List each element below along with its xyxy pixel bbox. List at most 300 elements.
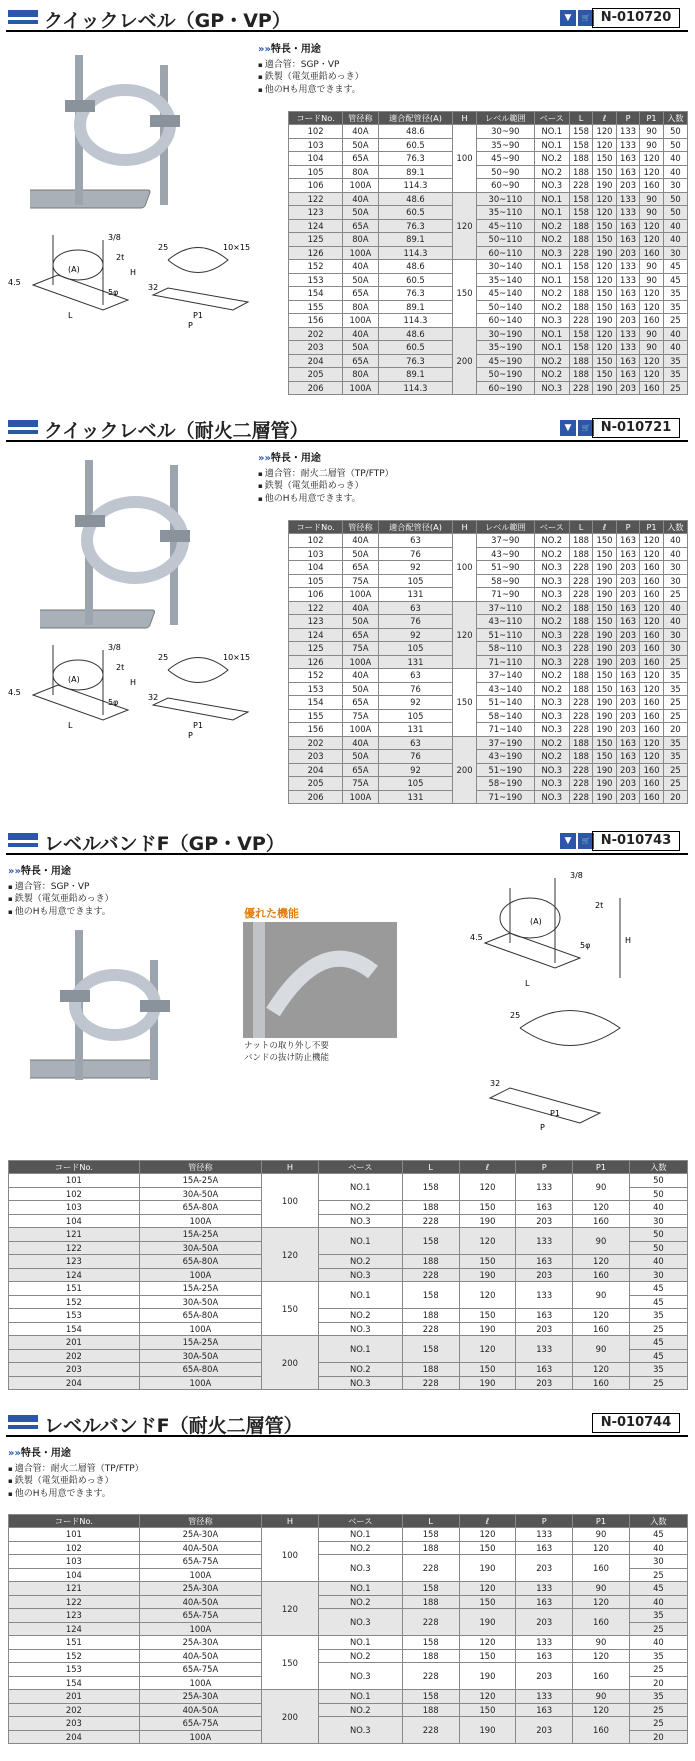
table-cell: NO.1 <box>534 260 569 274</box>
table-cell: 228 <box>569 655 593 669</box>
table-cell: 43~140 <box>476 682 534 696</box>
table-cell: 45 <box>629 1295 687 1309</box>
table-cell: 30 <box>629 1555 687 1569</box>
table-cell: 63 <box>378 534 453 548</box>
table-cell: 190 <box>593 777 617 791</box>
column-header: 入数 <box>629 1161 687 1174</box>
table-cell: 100A <box>343 588 378 602</box>
table-row <box>289 682 688 696</box>
table-cell: 90 <box>640 341 664 355</box>
table-cell: 228 <box>569 588 593 602</box>
table-cell: 120 <box>640 547 664 561</box>
table-cell: 158 <box>569 125 593 139</box>
dim-label: (A) <box>68 265 80 274</box>
dimension-drawing <box>8 640 258 760</box>
table-cell: 40 <box>663 219 687 233</box>
table-cell: 120 <box>640 233 664 247</box>
table-cell: 188 <box>569 682 593 696</box>
table-cell: 65A-75A <box>139 1663 261 1677</box>
table-cell: 104 <box>9 1568 140 1582</box>
table-cell: 90 <box>640 327 664 341</box>
table-cell: 133 <box>516 1690 573 1704</box>
table-cell: 114.3 <box>378 314 453 328</box>
table-cell: 158 <box>402 1174 459 1201</box>
table-cell: 25 <box>629 1376 687 1390</box>
table-row <box>9 1363 688 1377</box>
table-cell: 120 <box>459 1174 516 1201</box>
table-row <box>9 1201 688 1215</box>
cart-icon[interactable]: 🛒 <box>578 833 594 849</box>
table-cell: 155 <box>289 300 343 314</box>
table-cell: 100A <box>139 1730 261 1744</box>
table-cell: 60~110 <box>476 246 534 260</box>
table-cell: 100A <box>139 1676 261 1690</box>
column-header: P1 <box>640 112 664 125</box>
table-cell: 150 <box>593 287 617 301</box>
column-header: P1 <box>573 1161 630 1174</box>
column-header: 適合配管径(A) <box>378 112 453 125</box>
table-cell: 71~90 <box>476 588 534 602</box>
table-cell: 35 <box>629 1363 687 1377</box>
table-cell: 163 <box>616 354 640 368</box>
table-cell: 63 <box>378 736 453 750</box>
table-cell: 100A <box>343 179 378 193</box>
table-cell: NO.2 <box>318 1541 402 1555</box>
table-cell: 203 <box>516 1322 573 1336</box>
function-photo <box>243 922 397 1038</box>
table-cell: NO.1 <box>534 273 569 287</box>
dim-label: L <box>525 979 530 988</box>
table-cell: 158 <box>402 1282 459 1309</box>
table-cell: 158 <box>569 138 593 152</box>
title-bar-decoration <box>8 1415 38 1422</box>
table-cell: 120 <box>573 1363 630 1377</box>
table-cell: 104 <box>9 1214 140 1228</box>
table-row <box>289 165 688 179</box>
table-cell: 123 <box>289 206 343 220</box>
column-header: 入数 <box>629 1515 687 1528</box>
table-cell: 105 <box>378 777 453 791</box>
table-row <box>9 1214 688 1228</box>
table-cell: 120 <box>459 1582 516 1596</box>
table-cell: 103 <box>289 547 343 561</box>
table-cell: 65A <box>343 287 378 301</box>
table-cell: 160 <box>640 381 664 395</box>
dim-label: 32 <box>148 283 159 292</box>
table-cell: NO.3 <box>534 381 569 395</box>
table-cell: 133 <box>516 1174 573 1201</box>
column-header: ℓ <box>593 521 617 534</box>
table-cell: 120 <box>640 534 664 548</box>
table-cell: 120 <box>573 1649 630 1663</box>
table-cell: 190 <box>593 642 617 656</box>
table-cell: 25 <box>663 709 687 723</box>
table-cell: 40 <box>629 1595 687 1609</box>
table-cell: 65A-75A <box>139 1609 261 1623</box>
table-cell: 160 <box>640 588 664 602</box>
dim-label: 32 <box>490 1079 501 1088</box>
table-row <box>289 354 688 368</box>
table-cell: 203 <box>616 588 640 602</box>
table-row <box>289 615 688 629</box>
spec-table-1 <box>288 111 688 395</box>
table-cell: 48.6 <box>378 125 453 139</box>
table-cell: 40A-50A <box>139 1595 261 1609</box>
table-cell: 190 <box>459 1322 516 1336</box>
table-cell: 155 <box>289 709 343 723</box>
table-cell: NO.1 <box>318 1690 402 1704</box>
table-cell: 150 <box>593 165 617 179</box>
table-cell: 15A-25A <box>139 1336 261 1350</box>
table-cell: 228 <box>569 246 593 260</box>
feature-heading: »»特長・用途 <box>258 44 321 55</box>
table-cell: 30 <box>663 179 687 193</box>
dim-label: 25 <box>510 1011 521 1020</box>
table-row <box>9 1663 688 1677</box>
table-cell: 163 <box>616 615 640 629</box>
table-cell: NO.2 <box>534 601 569 615</box>
table-cell: 133 <box>516 1582 573 1596</box>
table-cell: 154 <box>9 1676 140 1690</box>
table-cell: 48.6 <box>378 260 453 274</box>
table-cell: 120 <box>459 1282 516 1309</box>
table-cell: 202 <box>289 327 343 341</box>
table-cell: 43~110 <box>476 615 534 629</box>
table-cell: 100 <box>453 125 477 193</box>
table-cell: 105 <box>378 642 453 656</box>
title-bar-decoration <box>8 430 38 434</box>
dim-label: P <box>540 1123 545 1132</box>
table-cell: NO.2 <box>318 1703 402 1717</box>
table-cell: 120 <box>459 1528 516 1542</box>
table-cell: NO.3 <box>534 642 569 656</box>
table-cell: 40 <box>663 341 687 355</box>
table-cell: 120 <box>640 354 664 368</box>
feature-heading: »»特長・用途 <box>8 1448 71 1459</box>
table-cell: NO.3 <box>534 561 569 575</box>
table-cell: 150 <box>453 260 477 328</box>
table-cell: 30A-50A <box>139 1241 261 1255</box>
table-row <box>9 1309 688 1323</box>
table-row <box>9 1174 688 1188</box>
table-cell: 65A-75A <box>139 1717 261 1731</box>
table-cell: NO.2 <box>534 547 569 561</box>
table-cell: 71~140 <box>476 723 534 737</box>
table-cell: 133 <box>616 341 640 355</box>
table-cell: 30 <box>663 246 687 260</box>
table-row <box>9 1595 688 1609</box>
dimension-drawing <box>470 868 690 1138</box>
table-cell: 188 <box>569 736 593 750</box>
table-row <box>289 588 688 602</box>
table-cell: 153 <box>9 1663 140 1677</box>
table-cell: 228 <box>569 628 593 642</box>
table-cell: 120 <box>640 750 664 764</box>
table-cell: 200 <box>453 736 477 804</box>
table-cell: 150 <box>593 233 617 247</box>
table-cell: 105 <box>289 165 343 179</box>
table-cell: 35~140 <box>476 273 534 287</box>
table-cell: 150 <box>593 534 617 548</box>
table-cell: 90 <box>640 138 664 152</box>
table-cell: 120 <box>573 1541 630 1555</box>
column-header: L <box>569 521 593 534</box>
table-cell: 100A <box>139 1568 261 1582</box>
table-cell: 203 <box>616 179 640 193</box>
table-cell: 131 <box>378 655 453 669</box>
table-cell: 190 <box>459 1268 516 1282</box>
table-cell: 228 <box>402 1322 459 1336</box>
section-title: レベルバンドF（GP・VP） <box>44 833 285 855</box>
table-cell: 153 <box>9 1309 140 1323</box>
table-cell: 40 <box>629 1541 687 1555</box>
table-cell: 151 <box>9 1282 140 1296</box>
table-cell: 188 <box>402 1541 459 1555</box>
table-cell: 190 <box>593 179 617 193</box>
table-cell: 203 <box>616 777 640 791</box>
table-row <box>289 246 688 260</box>
table-cell: 190 <box>459 1376 516 1390</box>
table-cell: 160 <box>640 655 664 669</box>
table-cell: 120 <box>593 206 617 220</box>
table-cell: 30A-50A <box>139 1187 261 1201</box>
table-cell: 60.5 <box>378 273 453 287</box>
table-cell: 37~140 <box>476 669 534 683</box>
feature-item: ▪ 他のHも用意できます。 <box>258 84 364 97</box>
table-cell: 120 <box>573 1309 630 1323</box>
table-cell: 30 <box>663 628 687 642</box>
table-cell: 190 <box>459 1717 516 1744</box>
table-cell: 15A-25A <box>139 1228 261 1242</box>
table-cell: 45~190 <box>476 354 534 368</box>
table-cell: 204 <box>9 1376 140 1390</box>
table-cell: 160 <box>640 246 664 260</box>
table-cell: NO.2 <box>318 1201 402 1215</box>
table-row <box>9 1555 688 1569</box>
feature-item: ▪ 適合管：耐火二層管（TP/FTP） <box>258 468 394 481</box>
table-cell: 89.1 <box>378 165 453 179</box>
function-note: ナットの取り外し不要 <box>244 1041 329 1051</box>
table-cell: 190 <box>593 709 617 723</box>
table-cell: 120 <box>640 300 664 314</box>
column-header: ベース <box>534 521 569 534</box>
table-row <box>9 1322 688 1336</box>
table-cell: 90 <box>640 192 664 206</box>
column-header: ベース <box>318 1515 402 1528</box>
table-cell: 65A-75A <box>139 1555 261 1569</box>
table-cell: 163 <box>516 1649 573 1663</box>
table-cell: 65A <box>343 561 378 575</box>
table-cell: 188 <box>402 1649 459 1663</box>
table-cell: 150 <box>459 1309 516 1323</box>
table-cell: 120 <box>593 273 617 287</box>
dim-label: 10×15 <box>223 653 251 662</box>
table-header-row <box>289 521 688 534</box>
column-header: P <box>616 112 640 125</box>
table-cell: 40 <box>663 165 687 179</box>
dim-label: L <box>68 721 73 730</box>
column-header: L <box>402 1161 459 1174</box>
table-cell: 90 <box>573 1228 630 1255</box>
table-cell: NO.3 <box>534 179 569 193</box>
table-cell: 158 <box>402 1636 459 1650</box>
table-cell: 51~90 <box>476 561 534 575</box>
table-cell: 101 <box>9 1528 140 1542</box>
table-cell: 120 <box>573 1595 630 1609</box>
table-row <box>9 1690 688 1704</box>
table-cell: 203 <box>616 561 640 575</box>
table-cell: 163 <box>616 165 640 179</box>
table-cell: 190 <box>593 314 617 328</box>
table-cell: 35 <box>663 300 687 314</box>
table-cell: 45~140 <box>476 287 534 301</box>
table-cell: NO.3 <box>318 1376 402 1390</box>
table-cell: NO.3 <box>534 588 569 602</box>
table-cell: 40 <box>663 615 687 629</box>
table-cell: 190 <box>593 696 617 710</box>
cart-icon[interactable]: 🛒 <box>578 420 594 436</box>
table-cell: 40A-50A <box>139 1541 261 1555</box>
table-cell: NO.3 <box>318 1717 402 1744</box>
column-header: P <box>616 521 640 534</box>
title-bar-decoration <box>8 20 38 24</box>
table-cell: 35~110 <box>476 206 534 220</box>
table-cell: 25 <box>629 1568 687 1582</box>
table-cell: 25 <box>663 314 687 328</box>
table-cell: 190 <box>593 763 617 777</box>
dim-label: 5φ <box>108 698 119 707</box>
column-header: P1 <box>640 521 664 534</box>
table-cell: 50A <box>343 750 378 764</box>
table-cell: 228 <box>569 561 593 575</box>
table-cell: 50 <box>629 1228 687 1242</box>
table-cell: 102 <box>289 534 343 548</box>
download-icon[interactable]: ▼ <box>560 420 576 436</box>
table-cell: 160 <box>640 314 664 328</box>
column-header: ℓ <box>593 112 617 125</box>
table-cell: 188 <box>569 368 593 382</box>
download-icon[interactable]: ▼ <box>560 833 576 849</box>
download-icon[interactable]: ▼ <box>560 10 576 26</box>
dim-label: H <box>130 678 137 687</box>
table-cell: 121 <box>9 1228 140 1242</box>
table-cell: 58~90 <box>476 574 534 588</box>
table-cell: 188 <box>569 601 593 615</box>
table-cell: 75A <box>343 777 378 791</box>
table-cell: 204 <box>289 763 343 777</box>
table-cell: NO.1 <box>318 1228 402 1255</box>
table-header-row <box>289 112 688 125</box>
table-cell: NO.3 <box>534 763 569 777</box>
table-cell: 45 <box>629 1282 687 1296</box>
table-cell: 163 <box>516 1201 573 1215</box>
table-row <box>9 1255 688 1269</box>
section-header <box>6 8 688 32</box>
table-cell: 50A <box>343 682 378 696</box>
table-cell: 203 <box>516 1555 573 1582</box>
table-cell: 120 <box>459 1690 516 1704</box>
feature-list <box>258 453 394 505</box>
table-cell: 206 <box>289 381 343 395</box>
table-cell: NO.1 <box>318 1282 402 1309</box>
table-cell: 120 <box>640 615 664 629</box>
table-cell: 120 <box>640 682 664 696</box>
table-cell: 228 <box>569 709 593 723</box>
table-cell: 228 <box>569 642 593 656</box>
dim-label: 5φ <box>580 941 591 950</box>
table-cell: 100A <box>343 790 378 804</box>
table-cell: 152 <box>289 669 343 683</box>
table-row <box>9 1528 688 1542</box>
table-cell: 150 <box>459 1255 516 1269</box>
table-cell: 133 <box>616 206 640 220</box>
table-cell: 40 <box>629 1255 687 1269</box>
table-cell: 160 <box>640 696 664 710</box>
table-cell: 58~140 <box>476 709 534 723</box>
dim-label: 3/8 <box>570 871 583 880</box>
table-cell: 154 <box>289 287 343 301</box>
table-cell: 203 <box>616 696 640 710</box>
table-cell: 100A <box>343 246 378 260</box>
dim-label: 4.5 <box>8 278 21 287</box>
table-cell: 133 <box>616 327 640 341</box>
table-cell: NO.2 <box>534 152 569 166</box>
feature-item: ▪ 適合管：SGP・VP <box>258 59 364 72</box>
table-cell: 120 <box>593 138 617 152</box>
product-photo-band <box>30 930 230 1110</box>
table-cell: 203 <box>9 1363 140 1377</box>
section-title: レベルバンドF（耐火二層管） <box>44 1415 303 1437</box>
table-cell: 163 <box>616 682 640 696</box>
table-cell: 160 <box>640 628 664 642</box>
table-row <box>289 179 688 193</box>
table-cell: 58~190 <box>476 777 534 791</box>
table-cell: 124 <box>9 1268 140 1282</box>
table-cell: 124 <box>9 1622 140 1636</box>
table-cell: 150 <box>593 669 617 683</box>
table-cell: 150 <box>459 1541 516 1555</box>
table-cell: 35 <box>629 1690 687 1704</box>
cart-icon[interactable]: 🛒 <box>578 10 594 26</box>
table-cell: 203 <box>289 341 343 355</box>
table-cell: 150 <box>459 1703 516 1717</box>
table-cell: 90 <box>573 1528 630 1542</box>
table-cell: 104 <box>289 152 343 166</box>
table-cell: 100A <box>139 1376 261 1390</box>
table-cell: 228 <box>569 381 593 395</box>
table-cell: 121 <box>9 1582 140 1596</box>
table-cell: 201 <box>9 1336 140 1350</box>
table-row <box>289 723 688 737</box>
table-cell: 228 <box>569 179 593 193</box>
column-header: P <box>516 1161 573 1174</box>
table-cell: 105 <box>289 574 343 588</box>
table-cell: 100 <box>262 1174 319 1228</box>
table-cell: NO.2 <box>534 368 569 382</box>
product-photo-clamp <box>40 460 240 650</box>
table-row <box>289 125 688 139</box>
table-cell: NO.1 <box>534 138 569 152</box>
table-cell: 203 <box>516 1376 573 1390</box>
table-cell: 188 <box>569 615 593 629</box>
table-cell: NO.3 <box>318 1214 402 1228</box>
table-cell: 25 <box>629 1622 687 1636</box>
table-cell: 76.3 <box>378 354 453 368</box>
table-cell: 120 <box>262 1228 319 1282</box>
column-header: ℓ <box>459 1515 516 1528</box>
table-cell: 125 <box>289 233 343 247</box>
table-cell: 40 <box>629 1201 687 1215</box>
